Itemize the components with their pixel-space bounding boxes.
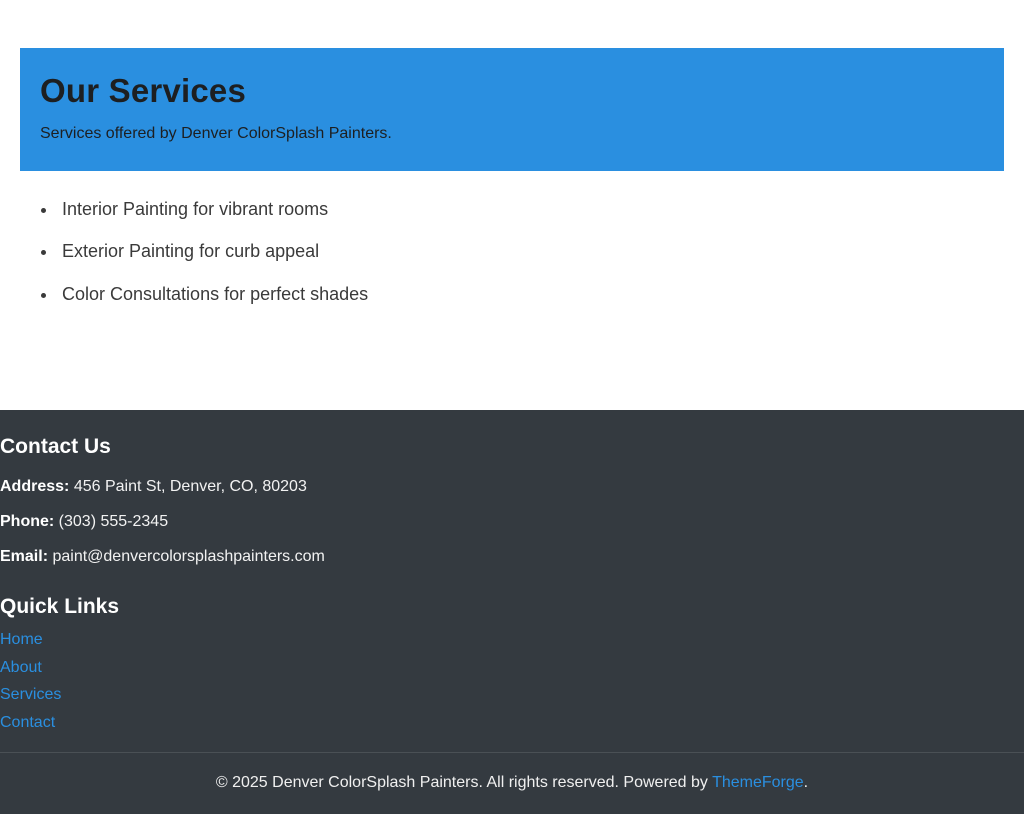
hero-section-wrapper [0,0,1024,171]
page-subtitle: Services offered by Denver ColorSplash Painters. [40,125,392,143]
site-footer [0,410,1024,814]
contact-email [0,547,1024,567]
contact-heading: Contact Us [0,434,111,458]
address-label: Address: [0,478,70,496]
list-item [0,657,1024,679]
list-item: • Interior Painting for vibrant rooms [58,197,1004,221]
contact-address [0,477,1024,497]
main-content [0,171,1024,410]
themeforge-link[interactable]: ThemeForge [712,773,804,791]
phone-label: Phone: [0,513,55,531]
quick-links-heading: Quick Links [0,595,120,619]
footer-link-services[interactable]: Services [0,686,62,704]
footer-link-home[interactable]: Home [0,631,43,649]
address-value: 456 Paint St, Denver, CO, 80203 [73,478,307,496]
content-spacer [20,306,1004,410]
list-item: • Color Consultations for perfect shades [58,282,1004,306]
footer-link-about[interactable]: About [0,658,42,676]
email-value: paint@denvercolorsplashpainters.com [52,548,325,566]
hero-banner [20,48,1004,171]
services-list [20,197,1004,306]
copyright-text: © 2025 Denver ColorSplash Painters. All rights reserved. Powered by [215,773,708,791]
quick-links-list [0,629,1024,733]
email-label: Email: [0,548,49,566]
contact-phone [0,512,1024,532]
list-item [0,712,1024,734]
phone-value: (303) 555-2345 [58,513,169,531]
list-item: • Exterior Painting for curb appeal [58,239,1004,263]
list-item [0,684,1024,706]
list-item [0,629,1024,651]
page-title: Our Services [40,72,247,109]
footer-content [0,434,1024,734]
copyright-period: . [803,773,809,791]
footer-copyright-bar [0,752,1024,814]
footer-link-contact[interactable]: Contact [0,713,56,731]
